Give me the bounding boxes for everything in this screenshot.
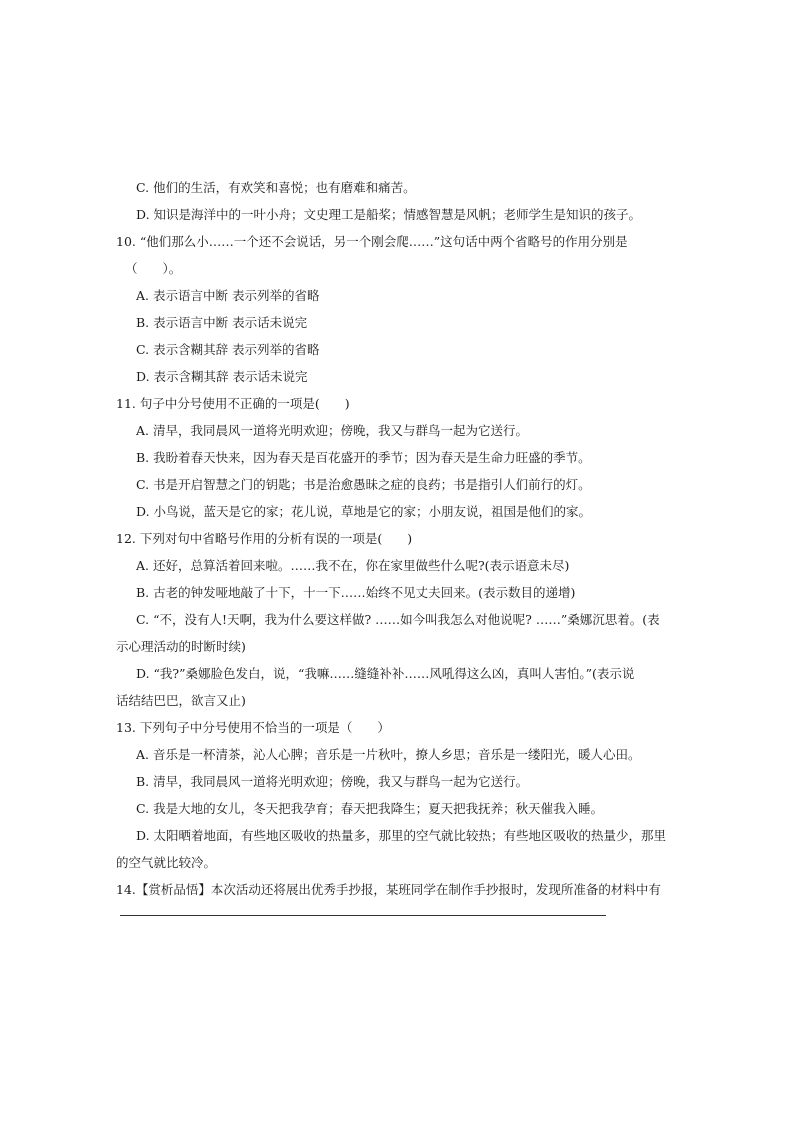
q14-stem: 14.【赏析品悟】本次活动还将展出优秀手抄报，某班同学在制作手抄报时，发现所准备的材料中有 [116, 882, 661, 897]
q10-stem-cont: （ ）。 [125, 261, 182, 276]
q12-stem: 12. 下列对句中省略号作用的分析有误的一项是( ) [116, 531, 413, 546]
q10-option-b: B. 表示语言中断 表示话未说完 [136, 315, 308, 330]
q12-option-b: B. 古老的钟发哑地敲了十下，十一下……始终不见丈夫回来。(表示数目的递增) [136, 585, 576, 600]
q13-option-a: A. 音乐是一杯清茶，沁人心脾；音乐是一片秋叶，撩人乡思；音乐是一缕阳光，暖人心田。 [136, 747, 641, 762]
q12-option-c-cont: 示心理活动的时断时续) [116, 639, 246, 654]
q12-option-c: C. “不，没有人!天啊，我为什么要这样做? ……如今叫我怎么对他说呢? ……”桑娜沉思着。(表 [136, 612, 660, 627]
q13-option-d-cont: 的空气就比较冷。 [116, 855, 217, 870]
q11-stem: 11. 句子中分号使用不正确的一项是( ) [116, 396, 350, 411]
q11-option-b: B. 我盼着春天快来，因为春天是百花盛开的季节；因为春天是生命力旺盛的季节。 [136, 450, 591, 465]
q9-option-c: C. 他们的生活，有欢笑和喜悦；也有磨难和痛苦。 [136, 180, 416, 195]
q13-option-c: C. 我是大地的女儿，冬天把我孕育；春天把我降生；夏天把我抚养；秋天催我入睡。 [136, 801, 604, 816]
q10-option-d: D. 表示含糊其辞 表示话未说完 [136, 369, 308, 384]
q11-option-a: A. 清早，我同晨风一道将光明欢迎；傍晚，我又与群鸟一起为它送行。 [136, 423, 528, 438]
q10-stem: 10. “他们那么小……一个还不会说话，另一个刚会爬……”这句话中两个省略号的作用分别是 [116, 234, 628, 249]
q10-option-c: C. 表示含糊其辞 表示列举的省略 [136, 342, 320, 357]
q10-option-a: A. 表示语言中断 表示列举的省略 [136, 288, 320, 303]
bottom-rule [120, 915, 606, 916]
q12-option-a: A. 还好，总算活着回来啦。……我不在，你在家里做些什么呢?(表示语意未尽) [136, 558, 570, 573]
q12-option-d-cont: 话结结巴巴，欲言又止) [116, 693, 246, 708]
q12-option-d: D. “我?”桑娜脸色发白，说，“我嘛……缝缝补补……风吼得这么凶，真叫人害怕。”(表示说 [136, 666, 635, 681]
q11-option-d: D. 小鸟说，蓝天是它的家；花儿说，草地是它的家；小朋友说，祖国是他们的家。 [136, 504, 592, 519]
q13-option-d: D. 太阳晒着地面，有些地区吸收的热量多，那里的空气就比较热；有些地区吸收的热量少，那里 [136, 828, 667, 843]
q9-option-d: D. 知识是海洋中的一叶小舟；文史理工是船桨；情感智慧是风帆；老师学生是知识的孩子。 [136, 207, 642, 222]
q13-stem: 13. 下列句子中分号使用不恰当的一项是（ ） [116, 720, 390, 735]
q13-option-b: B. 清早，我同晨风一道将光明欢迎；傍晚，我又与群鸟一起为它送行。 [136, 774, 529, 789]
q11-option-c: C. 书是开启智慧之门的钥匙；书是治愈愚昧之症的良药；书是指引人们前行的灯。 [136, 477, 591, 492]
